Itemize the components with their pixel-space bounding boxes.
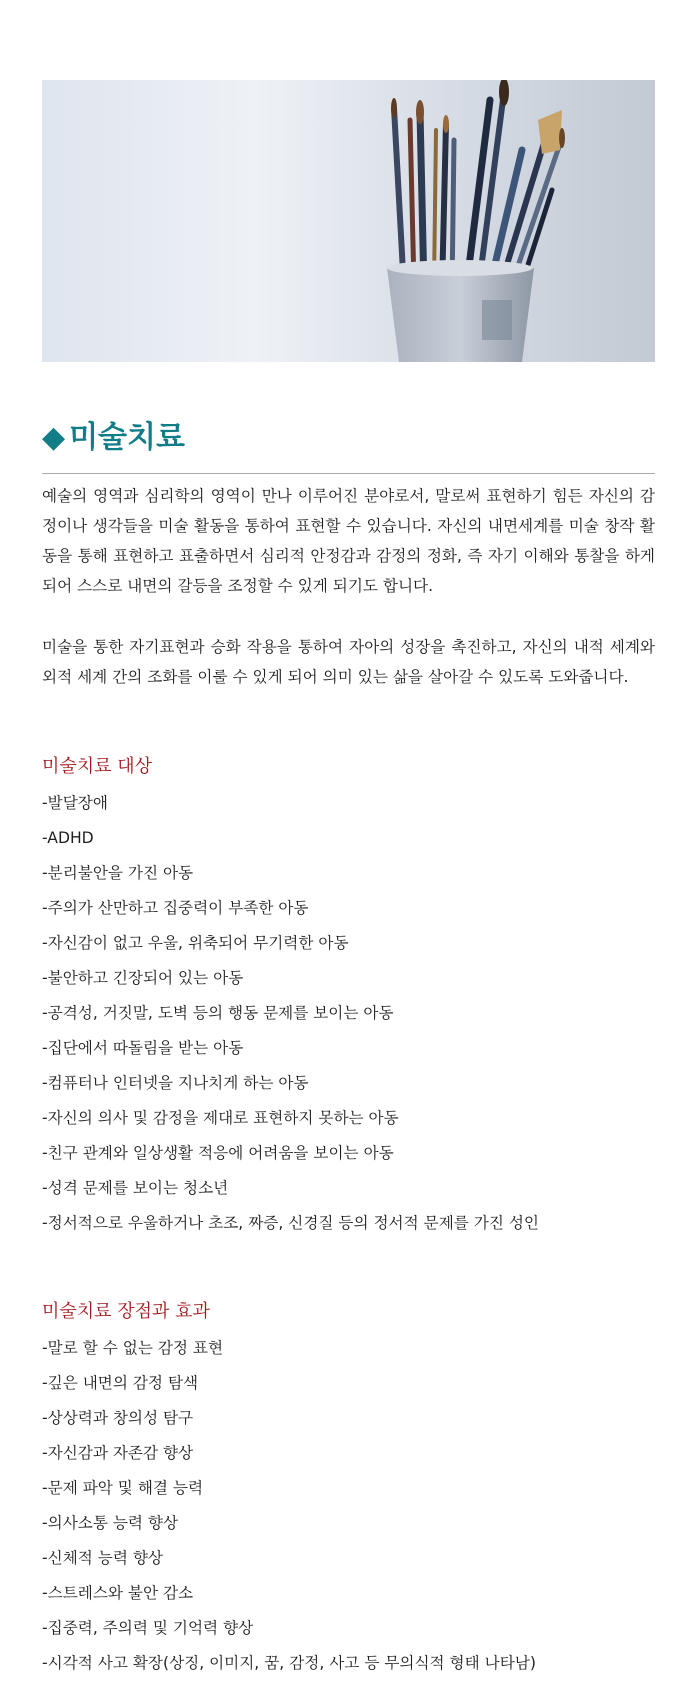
benefits-heading: 미술치료 장점과 효과 [42, 1301, 210, 1322]
list-item: -친구 관계와 일상생활 적응에 어려움을 보이는 아동 [42, 1144, 394, 1162]
intro-paragraph-2: 미술을 통한 자기표현과 승화 작용을 통하여 자아의 성장을 촉진하고, 자신의 내적 세계와 외적 세계 간의 조화를 이룰 수 있게 되어 의미 있는 삶을 살아갈 수 있도록 도와줍니다. [42, 638, 655, 686]
hero-image [42, 80, 655, 362]
diamond-icon: ◆ [42, 420, 66, 455]
list-item: -스트레스와 불안 감소 [42, 1584, 194, 1602]
targets-heading: 미술치료 대상 [42, 756, 153, 777]
list-item: -주의가 산만하고 집중력이 부족한 아동 [42, 899, 309, 917]
list-item: -신체적 능력 향상 [42, 1549, 163, 1567]
list-item: -깊은 내면의 감정 탐색 [42, 1374, 199, 1392]
list-item: -공격성, 거짓말, 도벽 등의 행동 문제를 보이는 아동 [42, 1004, 394, 1022]
list-item: -시각적 사고 확장(상징, 이미지, 꿈, 감정, 사고 등 무의식적 형태 나타남) [42, 1654, 536, 1672]
list-item: -정서적으로 우울하거나 초조, 짜증, 신경질 등의 정서적 문제를 가진 성인 [42, 1214, 539, 1232]
page-title-text: 미술치료 [69, 420, 185, 455]
list-item: -집중력, 주의력 및 기억력 향상 [42, 1619, 254, 1637]
benefits-list [42, 1331, 536, 1681]
list-item: -자신감과 자존감 향상 [42, 1444, 194, 1462]
list-item: -의사소통 능력 향상 [42, 1514, 179, 1532]
list-item: -컴퓨터나 인터넷을 지나치게 하는 아동 [42, 1074, 309, 1092]
list-item: -집단에서 따돌림을 받는 아동 [42, 1039, 244, 1057]
list-item: -불안하고 긴장되어 있는 아동 [42, 969, 244, 987]
list-item: -자신의 의사 및 감정을 제대로 표현하지 못하는 아동 [42, 1109, 399, 1127]
targets-list [42, 786, 539, 1241]
list-item: -발달장애 [42, 794, 108, 812]
page-title [42, 412, 185, 456]
list-item: -성격 문제를 보이는 청소년 [42, 1179, 229, 1197]
title-divider [42, 473, 655, 474]
list-item: -분리불안을 가진 아동 [42, 864, 194, 882]
list-item: -상상력과 창의성 탐구 [42, 1409, 194, 1427]
list-item: -문제 파악 및 해결 능력 [42, 1479, 204, 1497]
list-item: -자신감이 없고 우울, 위축되어 무기력한 아동 [42, 934, 349, 952]
list-item: -말로 할 수 없는 감정 표현 [42, 1339, 224, 1357]
paintbrush-cup-illustration [42, 80, 655, 362]
list-item: -ADHD [42, 829, 94, 847]
intro-paragraph-1: 예술의 영역과 심리학의 영역이 만나 이루어진 분야로서, 말로써 표현하기 힘든 자신의 감정이나 생각들을 미술 활동을 통하여 표현할 수 있습니다. 자신의 내면세계를 미술 창작 활동을 통해 표현하고 표출하면서 심리적 안정감과 감정의 정화, 즉 자기 이해와 통찰을 하게 되어 스스로 내면의 갈등을 조정할 수 있게 되기도 합니다. [42, 487, 655, 595]
